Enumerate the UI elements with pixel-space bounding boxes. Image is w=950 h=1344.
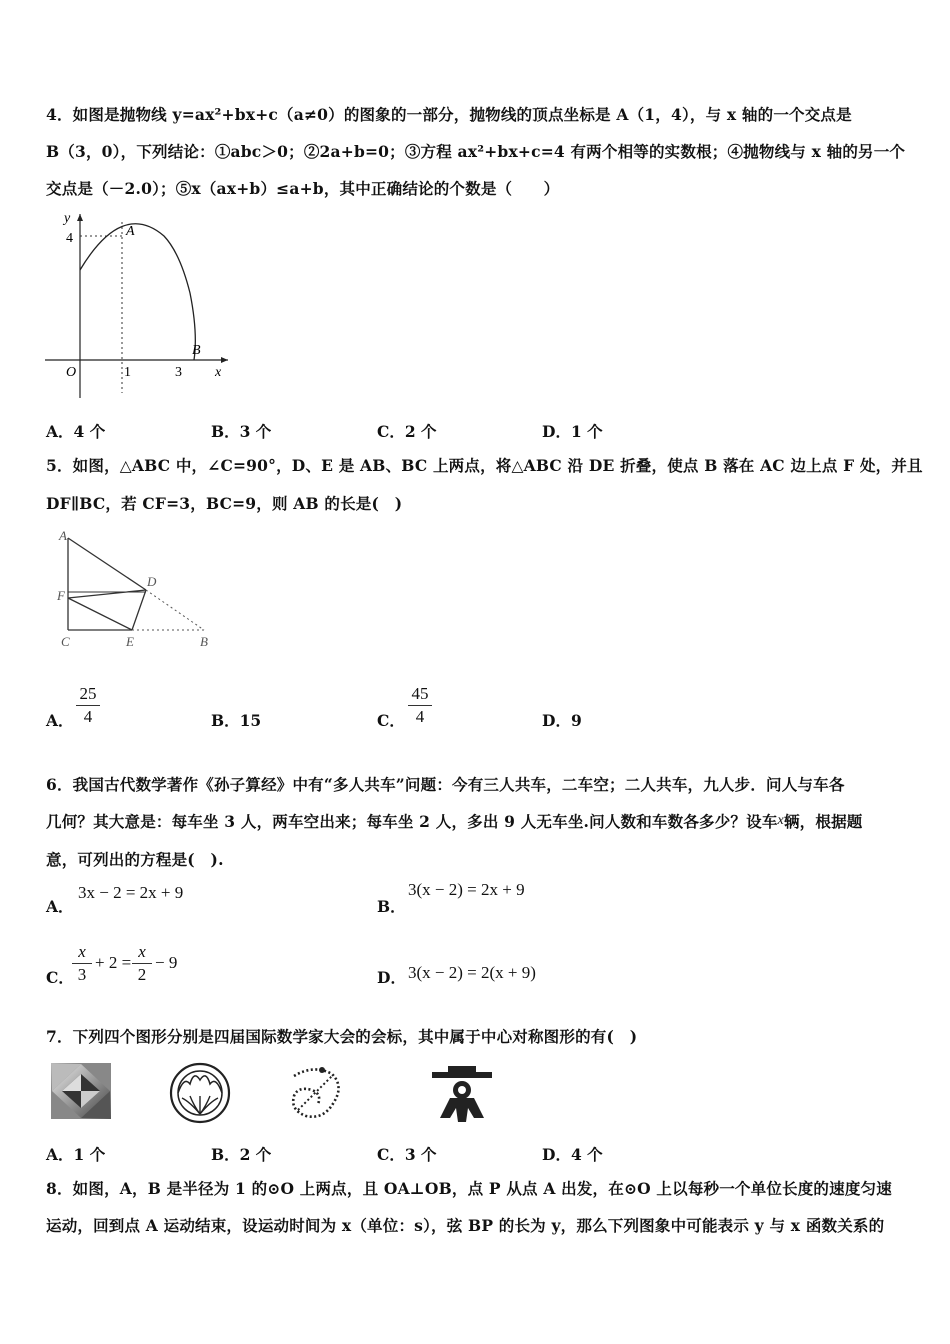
q5-fig-d: D: [147, 574, 157, 589]
q5-option-c-denominator: 4: [415, 707, 425, 726]
q4-fig-origin: O: [66, 365, 77, 380]
q7-option-b: B．2 个: [211, 1145, 272, 1164]
q5-option-a-numerator: 25: [76, 684, 100, 706]
q4-fig-tick-4: 4: [66, 231, 73, 246]
q6-option-c-label: C．: [46, 968, 74, 987]
q7-option-c: C．3 个: [377, 1145, 437, 1164]
q6-line-3: 意，可列出的方程是( ).: [46, 850, 224, 869]
q4-fig-tick-3: 3: [175, 365, 182, 380]
q4-fig-tick-1: 1: [124, 365, 131, 380]
q5-fig-b: B: [200, 634, 208, 649]
q5-option-a-denominator: 4: [83, 707, 93, 726]
q7-option-d: D．4 个: [542, 1145, 603, 1164]
q4-fig-point-a: A: [126, 224, 135, 239]
q4-parabola-figure: [40, 208, 240, 398]
q6-option-c-frac-1-den: 3: [77, 965, 87, 984]
q6-option-b-equation: 3(x − 2) = 2x + 9: [408, 880, 525, 899]
q6-line-2: [46, 810, 862, 832]
q6-option-b-label: B．: [377, 897, 406, 916]
q6-option-c-frac-1-num: x: [72, 942, 92, 964]
q6-option-c-frac-2-den: 2: [137, 965, 147, 984]
q4-option-c: C．2 个: [377, 422, 437, 441]
q7-option-a: A．1 个: [46, 1145, 106, 1164]
q4-fig-y-label: y: [64, 211, 71, 226]
q4-line-3: 交点是（－2.0）；⑤x（ax+b）≤a+b，其中正确结论的个数是（ ）: [46, 179, 560, 198]
q6-line-2-b: 辆，根据题: [783, 812, 863, 831]
q5-fig-a: A: [59, 528, 67, 543]
q6-line-2-x: x: [777, 813, 784, 828]
q4-line-1: 4．如图是抛物线 y=ax²+bx+c（a≠0）的图象的一部分，抛物线的顶点坐标是 A（1，4），与 x 轴的一个交点是: [46, 105, 852, 124]
q5-option-c-numerator: 45: [408, 684, 432, 706]
q6-option-a-label: A．: [46, 897, 74, 916]
q7-line-1: 7．下列四个图形分别是四届国际数学家大会的会标，其中属于中心对称图形的有( ): [46, 1027, 638, 1046]
q5-option-c-label: C．: [377, 711, 405, 730]
q6-option-c-mid: + 2 =: [95, 953, 132, 972]
q5-line-2: DF∥BC，若 CF=3，BC=9，则 AB 的长是( ): [46, 494, 403, 513]
q4-option-d: D．1 个: [542, 422, 603, 441]
q4-fig-point-b: B: [192, 343, 201, 358]
q7-logo-1-image: [50, 1062, 112, 1120]
q4-option-b: B．3 个: [211, 422, 272, 441]
q6-option-c-frac-1: [72, 942, 92, 985]
q8-line-2: 运动，回到点 A 运动结束，设运动时间为 x（单位：s），弦 BP 的长为 y，那么下列图象中可能表示 y 与 x 函数关系的: [46, 1216, 885, 1235]
q5-line-1: 5．如图，△ABC 中，∠C=90°，D、E 是 AB、BC 上两点，将△ABC 沿 DE 折叠，使点 B 落在 AC 边上点 F 处，并且: [46, 456, 923, 475]
q4-fig-x-label: x: [215, 365, 222, 380]
q4-option-a: A．4 个: [46, 422, 106, 441]
q5-triangle-figure: [54, 528, 224, 653]
q6-option-d-label: D．: [377, 968, 406, 987]
q7-logo-4-image: [428, 1062, 496, 1124]
q4-line-2: B（3，0），下列结论：①abc＞0；②2a+b=0；③方程 ax²+bx+c=4 有两个相等的实数根；④抛物线与 x 轴的另一个: [46, 142, 906, 161]
q5-option-d: D．9: [542, 711, 582, 730]
q7-logo-3-image: [284, 1062, 346, 1124]
q7-logo-2-image: [168, 1062, 232, 1124]
q6-option-c-frac-2: [132, 942, 152, 985]
q5-option-a-fraction: [76, 684, 100, 727]
q6-line-2-a: 几何？其大意是：每车坐 3 人，两车空出来；每车坐 2 人，多出 9 人无车坐.问人数和车数各多少？设车: [46, 812, 778, 831]
q5-fig-c: C: [61, 634, 70, 649]
q6-option-a-equation: 3x − 2 = 2x + 9: [78, 883, 184, 902]
q5-option-a-label: A．: [46, 711, 74, 730]
q6-option-c-frac-2-num: x: [132, 942, 152, 964]
q6-line-1: 6．我国古代数学著作《孙子算经》中有“多人共车”问题：今有三人共车，二车空；二人共车，九人步．问人与车各: [46, 775, 845, 794]
q5-fig-f: F: [57, 588, 65, 603]
q8-line-1: 8．如图，A，B 是半径为 1 的⊙O 上两点，且 OA⊥OB，点 P 从点 A 出发，在⊙O 上以每秒一个单位长度的速度匀速: [46, 1179, 892, 1198]
q5-fig-e: E: [126, 634, 134, 649]
q6-option-d-equation: 3(x − 2) = 2(x + 9): [408, 963, 536, 982]
q5-option-b: B．15: [211, 711, 262, 730]
q5-option-c-fraction: [408, 684, 432, 727]
q6-option-c-end: − 9: [155, 953, 178, 972]
